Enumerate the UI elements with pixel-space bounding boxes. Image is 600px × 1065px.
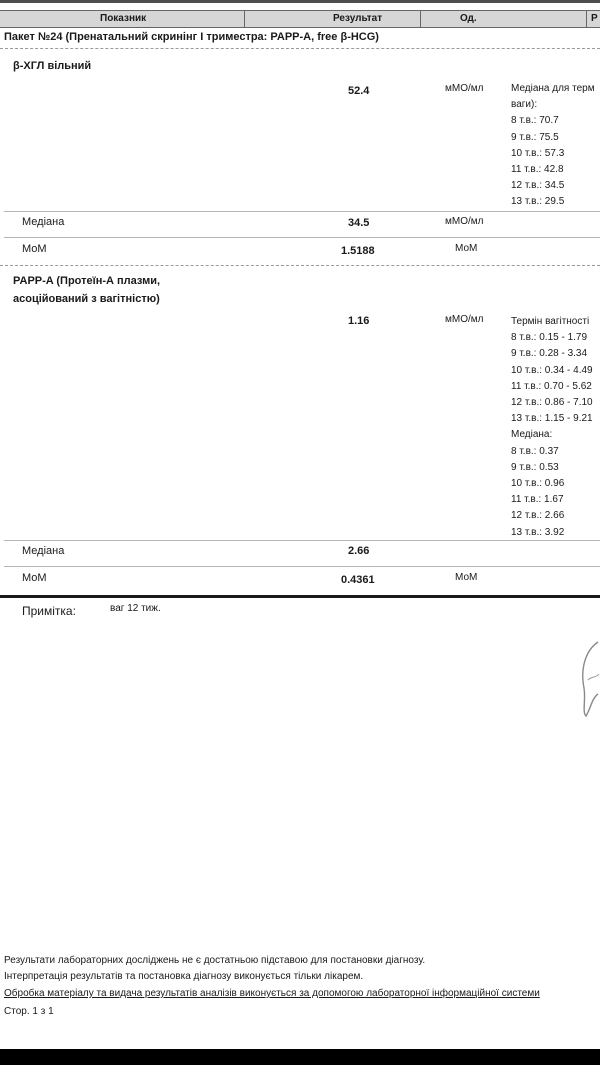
analyte-name-pappa-line1: PAPP-A (Протеїн-А плазми,: [13, 275, 161, 287]
reference-line: Медіана:: [511, 429, 553, 441]
reference-line: ваги):: [511, 99, 538, 111]
reference-line: 8 т.в.: 70.7: [511, 115, 559, 127]
reference-line: 9 т.в.: 0.53: [511, 461, 559, 473]
note-value: ваг 12 тиж.: [110, 603, 161, 614]
note-label: Примітка:: [22, 604, 76, 618]
table-column-header: [0, 10, 600, 28]
reference-line: 12 т.в.: 0.86 - 7.10: [511, 397, 593, 409]
reference-line: 10 т.в.: 0.34 - 4.49: [511, 364, 593, 376]
reference-block-pappa: [511, 314, 593, 541]
footer-disclaimer-1: Результати лабораторних досліджень не є достатньою підставою для постановки діагнозу.: [4, 955, 426, 966]
median-unit-bhcg: мМО/мл: [445, 216, 484, 227]
reference-line: 13 т.в.: 3.92: [511, 526, 565, 538]
result-unit-pappa: мМО/мл: [445, 314, 484, 325]
table-bottom-border: [0, 595, 600, 598]
footer-disclaimer-2: Інтерпретація результатів та постановка діагнозу виконується тільки лікарем.: [4, 971, 364, 982]
column-header-result: Результат: [333, 13, 383, 24]
reference-line: Термін вагітності: [511, 316, 590, 327]
reference-line: 11 т.в.: 42.8: [511, 164, 564, 176]
reference-line: 13 т.в.: 29.5: [511, 196, 565, 208]
analyte-name-bhcg: β-ХГЛ вільний: [13, 60, 92, 72]
reference-line: 11 т.в.: 1.67: [511, 494, 564, 506]
median-label-bhcg: Медіана: [22, 216, 65, 228]
reference-line: 9 т.в.: 75.5: [511, 131, 559, 143]
median-label-pappa: Медіана: [22, 545, 65, 557]
column-divider: [586, 11, 587, 27]
mom-unit-bhcg: МоМ: [455, 243, 478, 254]
analyte-name-pappa-line2: асоційований з вагітністю): [13, 293, 160, 305]
row-divider: [4, 540, 600, 541]
row-divider: [4, 211, 600, 212]
reference-line: 12 т.в.: 34.5: [511, 180, 565, 192]
reference-line: Медіана для терм: [511, 83, 595, 94]
reference-block-bhcg: [511, 81, 595, 211]
row-divider: [4, 237, 600, 238]
row-divider: [4, 566, 600, 567]
column-header-cut: Р: [591, 13, 598, 24]
column-header-unit: Од.: [460, 13, 477, 24]
column-divider: [420, 11, 421, 27]
reference-line: 9 т.в.: 0.28 - 3.34: [511, 348, 588, 360]
median-value-pappa: 2.66: [348, 545, 370, 557]
reference-line: 10 т.в.: 57.3: [511, 147, 565, 159]
median-value-bhcg: 34.5: [348, 217, 370, 229]
result-value-pappa: 1.16: [348, 315, 370, 327]
result-unit-bhcg: мМО/мл: [445, 83, 484, 94]
page-number: Стор. 1 з 1: [4, 1006, 54, 1017]
mom-label-bhcg: МоМ: [22, 243, 47, 255]
mom-unit-pappa: МоМ: [455, 572, 478, 583]
mom-value-pappa: 0.4361: [341, 574, 375, 586]
section-divider: [0, 265, 600, 266]
reference-line: 10 т.в.: 0.96: [511, 478, 565, 490]
reference-line: 11 т.в.: 0.70 - 5.62: [511, 380, 592, 392]
reference-line: 8 т.в.: 0.15 - 1.79: [511, 332, 588, 344]
package-divider: [0, 48, 600, 49]
reference-line: 12 т.в.: 2.66: [511, 510, 565, 522]
package-title: Пакет №24 (Пренатальний скринінг І триместра: PAPP-A, free β-HCG): [4, 31, 379, 43]
footer-disclaimer-3: Обробка матеріалу та видача результатів аналізів виконується за допомогою лабораторної інформаційної системи: [4, 988, 540, 999]
column-divider: [244, 11, 245, 27]
reference-line: 13 т.в.: 1.15 - 9.21: [511, 413, 593, 425]
reference-line: 8 т.в.: 0.37: [511, 445, 559, 457]
top-border: [0, 0, 600, 3]
mom-value-bhcg: 1.5188: [341, 245, 375, 257]
result-value-bhcg: 52.4: [348, 85, 370, 97]
column-header-indicator: Показник: [100, 13, 147, 24]
signature-mark: [572, 640, 600, 720]
bottom-black-bar: [0, 1049, 600, 1065]
mom-label-pappa: МоМ: [22, 572, 47, 584]
